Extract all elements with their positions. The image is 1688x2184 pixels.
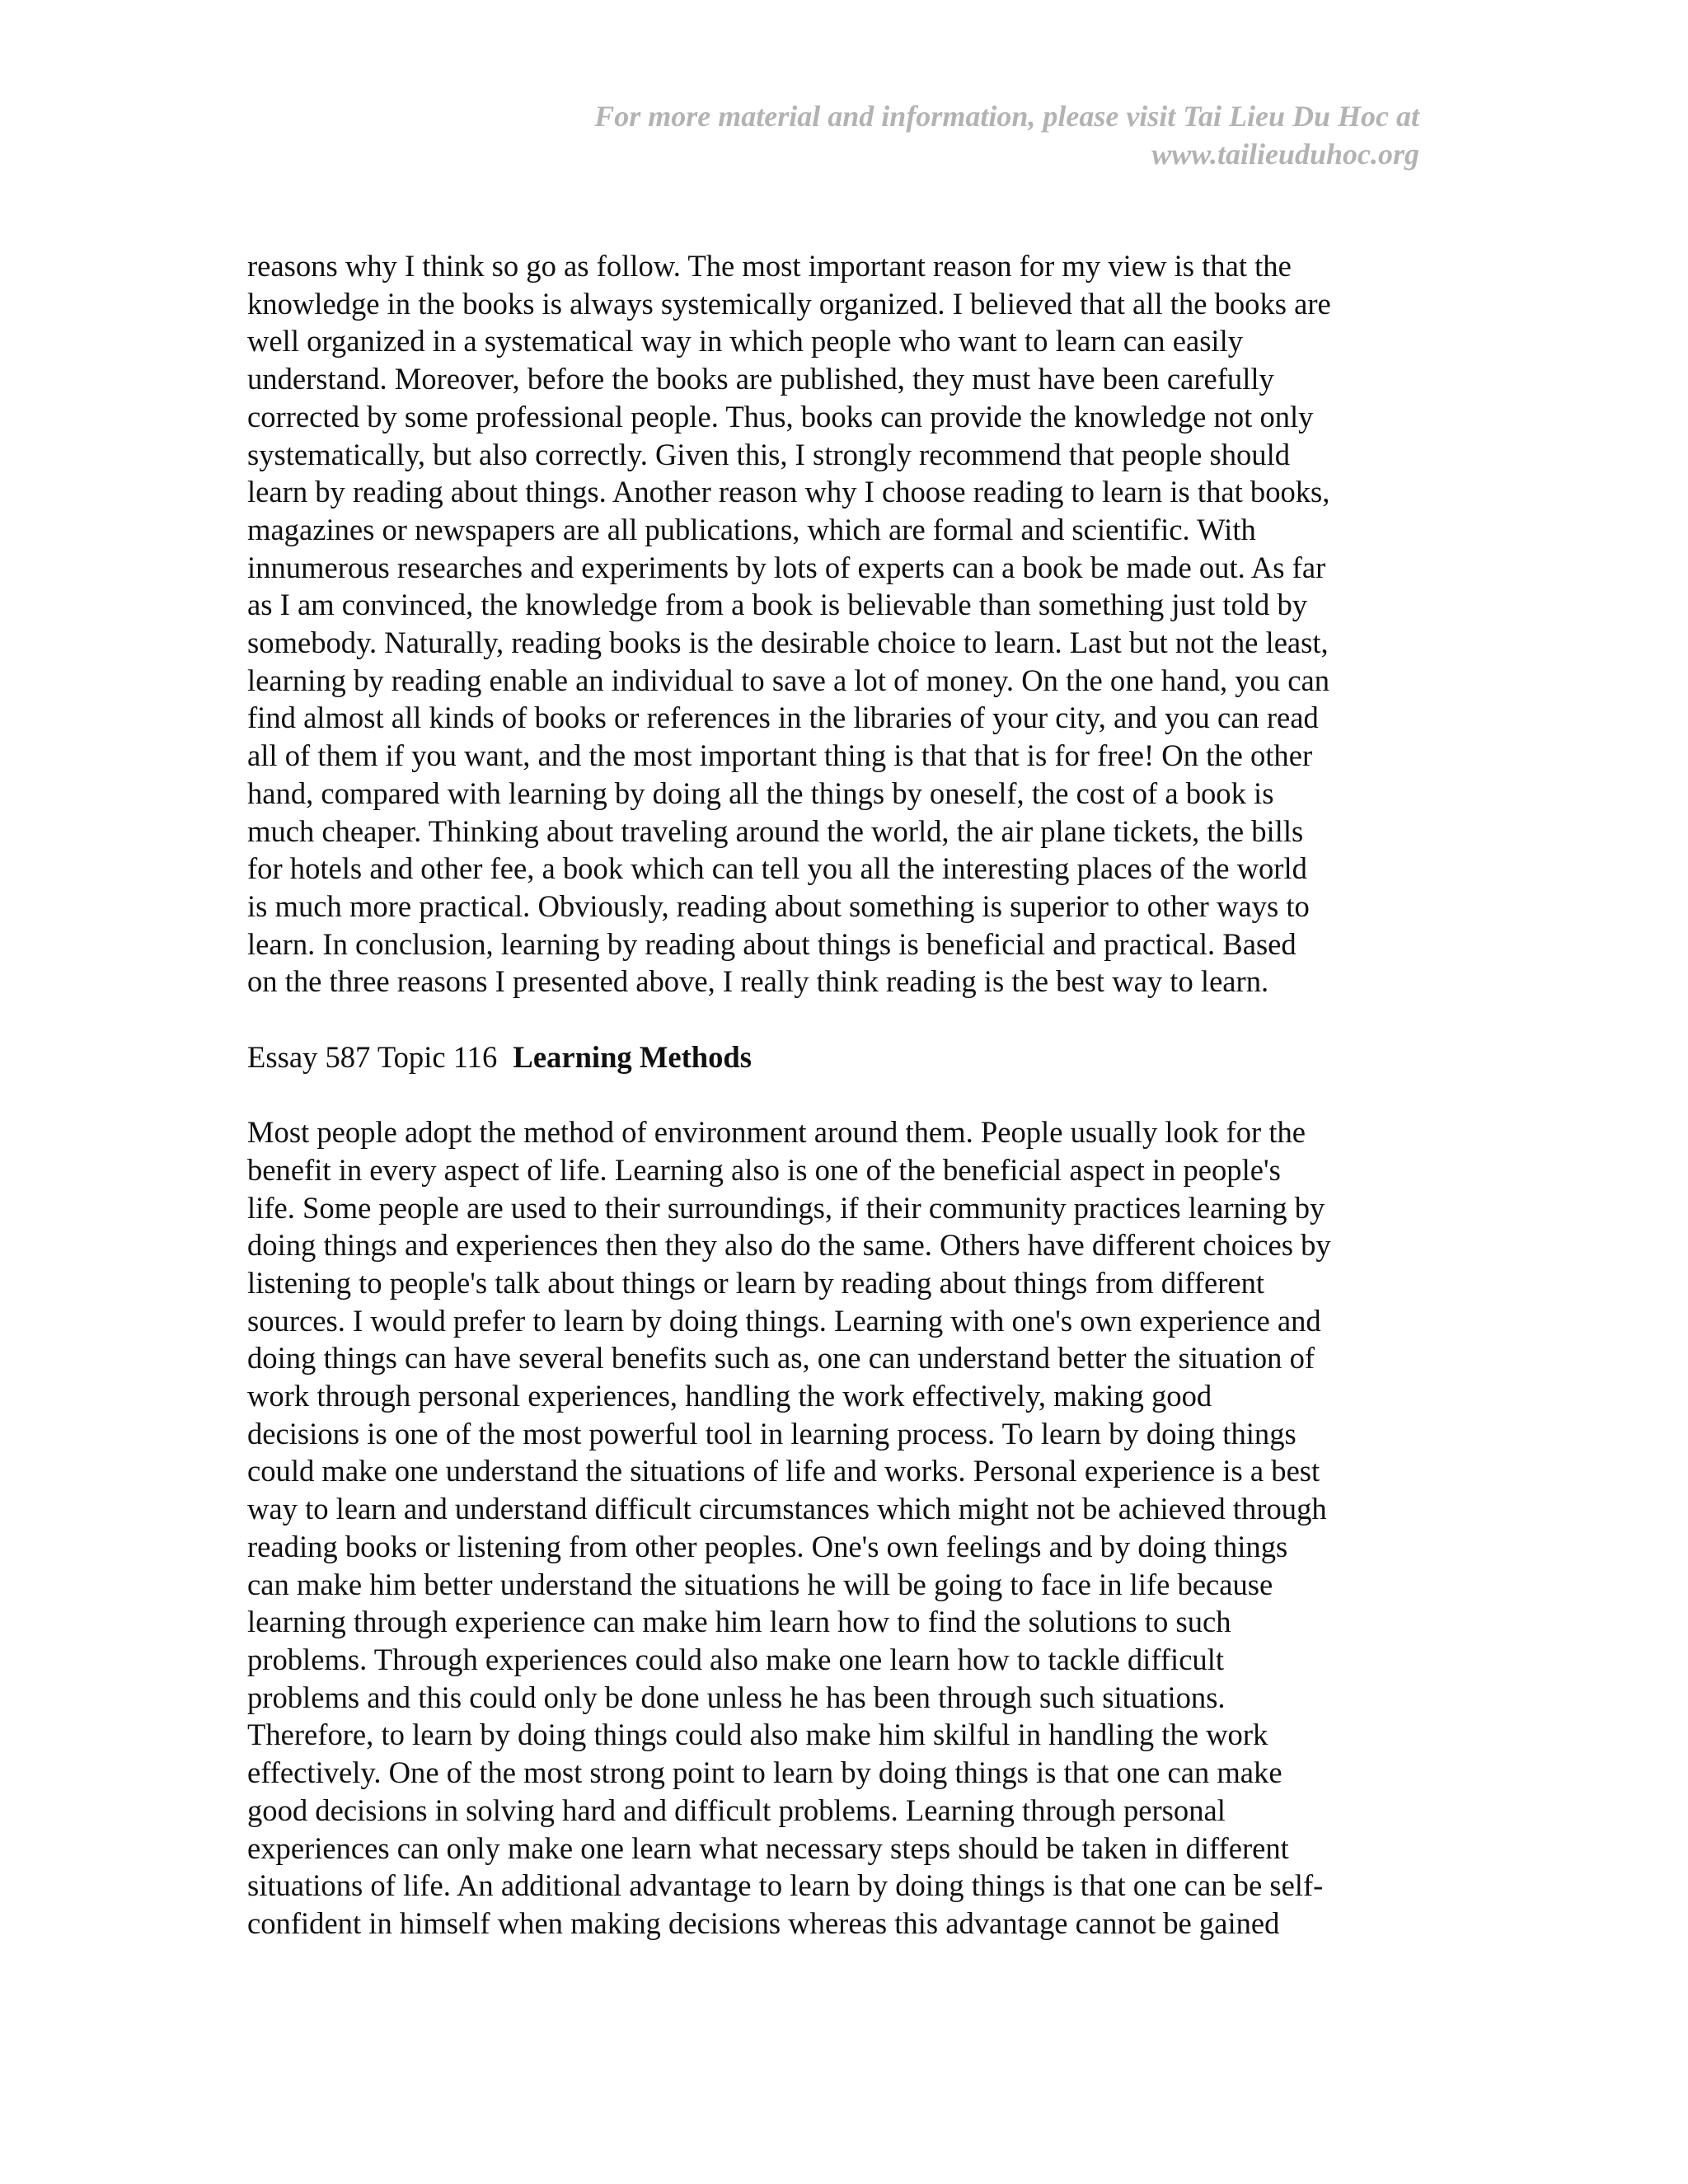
text-line: problems. Through experiences could also make one learn how to tackle difficult bbox=[247, 1642, 1225, 1676]
text-line: effectively. One of the most strong point to learn by doing things is that one can make bbox=[247, 1755, 1282, 1790]
text-line: understand. Moreover, before the books are published, they must have been carefully bbox=[247, 362, 1274, 396]
text-line: find almost all kinds of books or references in the libraries of your city, and you can read bbox=[247, 701, 1319, 735]
text-line: problems and this could only be done unless he has been through such situations. bbox=[247, 1680, 1226, 1714]
text-line: reading books or listening from other peoples. One's own feelings and by doing things bbox=[247, 1529, 1288, 1563]
document-body bbox=[247, 247, 1442, 1943]
text-line: confident in himself when making decisions whereas this advantage cannot be gained bbox=[247, 1905, 1280, 1940]
text-line: innumerous researches and experiments by lots of experts can a book be made out. As far bbox=[247, 550, 1326, 584]
text-line: sources. I would prefer to learn by doing things. Learning with one's own experience and bbox=[247, 1303, 1321, 1338]
text-line: situations of life. An additional advantage to learn by doing things is that one can be self- bbox=[247, 1868, 1324, 1903]
text-line: systematically, but also correctly. Given this, I strongly recommend that people should bbox=[247, 437, 1291, 471]
text-line: doing things can have several benefits such as, one can understand better the situation of bbox=[247, 1341, 1315, 1376]
essay-heading bbox=[247, 1038, 1442, 1076]
text-line: for hotels and other fee, a book which can tell you all the interesting places of the world bbox=[247, 851, 1307, 886]
text-line: learning by reading enable an individual to save a lot of money. On the one hand, you can bbox=[247, 663, 1330, 697]
text-line: listening to people's talk about things or learn by reading about things from different bbox=[247, 1265, 1265, 1300]
essay-label: Essay 587 Topic 116 bbox=[247, 1039, 498, 1074]
text-line: on the three reasons I presented above, I really think reading is the best way to learn. bbox=[247, 964, 1269, 999]
text-line: knowledge in the books is always systemically organized. I believed that all the books are bbox=[247, 286, 1331, 321]
text-line: decisions is one of the most powerful tool in learning process. To learn by doing things bbox=[247, 1416, 1296, 1451]
text-line: all of them if you want, and the most important thing is that that is for free! On the other bbox=[247, 738, 1313, 773]
text-line: can make him better understand the situations he will be going to face in life because bbox=[247, 1567, 1273, 1601]
essay-title: Learning Methods bbox=[513, 1039, 753, 1074]
text-line: good decisions in solving hard and difficult problems. Learning through personal bbox=[247, 1793, 1226, 1827]
paragraph-1 bbox=[247, 247, 1442, 1001]
text-line: Most people adopt the method of environment around them. People usually look for the bbox=[247, 1115, 1306, 1150]
text-line: corrected by some professional people. Thus, books can provide the knowledge not only bbox=[247, 399, 1314, 434]
text-line: life. Some people are used to their surroundings, if their community practices learning by bbox=[247, 1190, 1325, 1225]
text-line: learn by reading about things. Another reason why I choose reading to learn is that books, bbox=[247, 475, 1330, 509]
text-line: magazines or newspapers are all publications, which are formal and scientific. With bbox=[247, 512, 1256, 546]
text-line: somebody. Naturally, reading books is the desirable choice to learn. Last but not the least, bbox=[247, 626, 1329, 660]
text-line: Therefore, to learn by doing things could also make him skilful in handling the work bbox=[247, 1718, 1268, 1752]
text-line: as I am convinced, the knowledge from a book is believable than something just told by bbox=[247, 588, 1308, 622]
text-line: much cheaper. Thinking about traveling around the world, the air plane tickets, the bills bbox=[247, 813, 1304, 848]
text-line: experiences can only make one learn what necessary steps should be taken in different bbox=[247, 1830, 1289, 1865]
text-line: learn. In conclusion, learning by reading about things is beneficial and practical. Based bbox=[247, 926, 1296, 961]
page-header bbox=[183, 97, 1419, 173]
header-line: For more material and information, please visit Tai Lieu Du Hoc at bbox=[594, 100, 1419, 133]
text-line: way to learn and understand difficult circumstances which might not be achieved through bbox=[247, 1492, 1327, 1526]
text-line: benefit in every aspect of life. Learning also is one of the beneficial aspect in people's bbox=[247, 1152, 1281, 1187]
text-line: hand, compared with learning by doing all the things by oneself, the cost of a book is bbox=[247, 776, 1274, 810]
text-line: doing things and experiences then they also do the same. Others have different choices by bbox=[247, 1228, 1331, 1263]
paragraph-2 bbox=[247, 1113, 1442, 1942]
text-line: learning through experience can make him learn how to find the solutions to such bbox=[247, 1605, 1231, 1639]
text-line: reasons why I think so go as follow. The most important reason for my view is that the bbox=[247, 249, 1292, 283]
header-link-text: www.tailieuduhoc.org bbox=[1151, 138, 1419, 171]
text-line: could make one understand the situations of life and works. Personal experience is a best bbox=[247, 1454, 1320, 1488]
text-line: is much more practical. Obviously, reading about something is superior to other ways to bbox=[247, 888, 1310, 923]
text-line: well organized in a systematical way in which people who want to learn can easily bbox=[247, 324, 1244, 359]
text-line: work through personal experiences, handling the work effectively, making good bbox=[247, 1379, 1212, 1413]
